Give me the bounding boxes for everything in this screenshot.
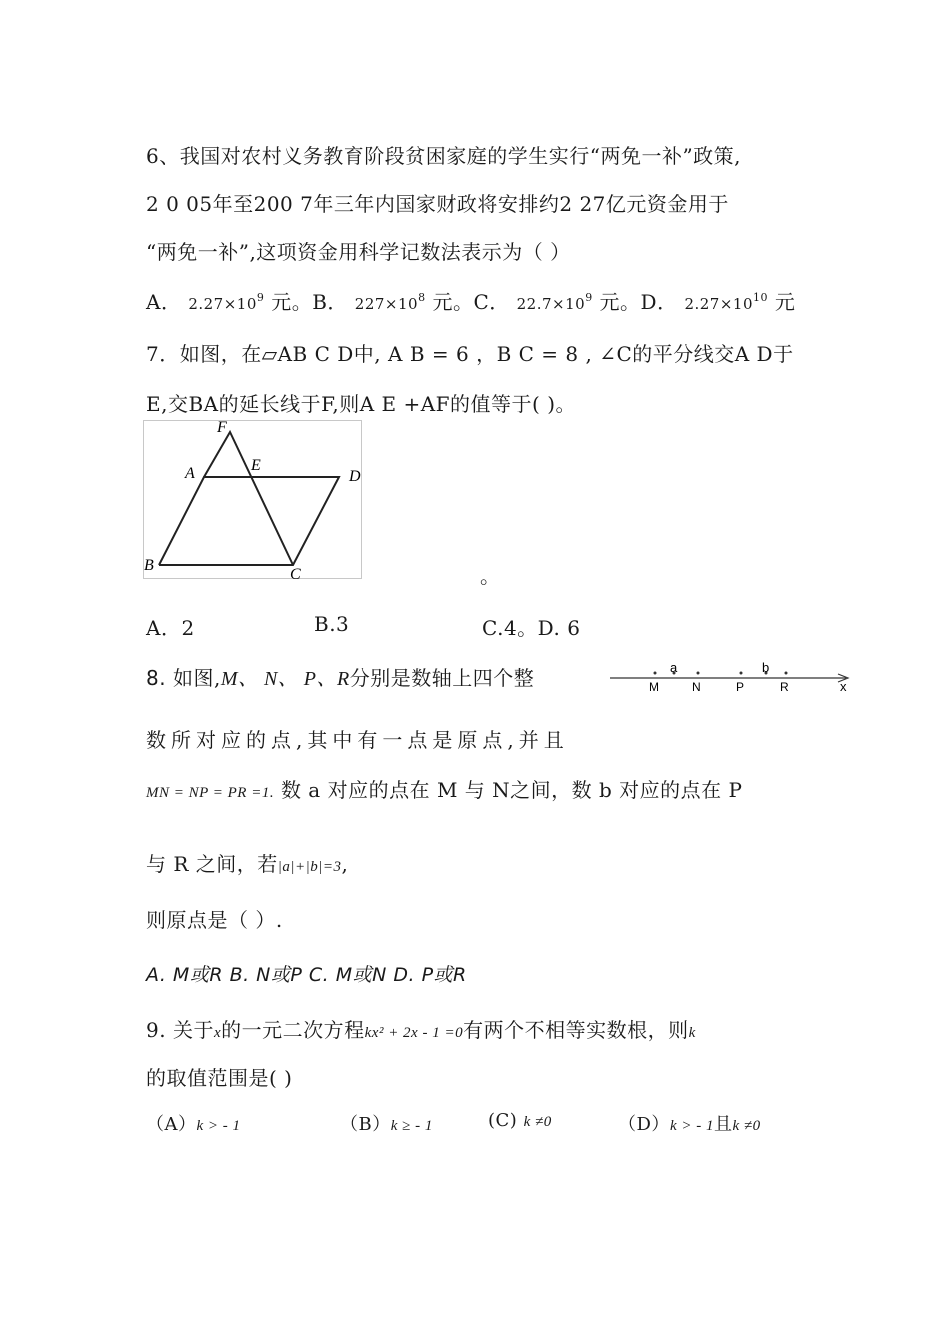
- q7-option-a: A．2: [146, 616, 195, 640]
- label-b: b: [762, 660, 770, 675]
- q9-line-1-b: 的一元二次方程: [221, 1018, 365, 1042]
- q8-line-4-tail: ,: [341, 852, 349, 876]
- q8-line-1-vars: M、 N、 P、R: [220, 668, 350, 690]
- q9-option-a: k > - 1: [196, 1118, 241, 1134]
- q6-option-d-value: $2.27\times 10^{10}$: [684, 291, 769, 313]
- q9-option-c-wrap: [488, 1110, 552, 1131]
- q8-line-1-text: 如图,: [172, 666, 221, 690]
- q6-option-c-value: $22.7\times 10^9$: [516, 291, 593, 313]
- label-n: N: [692, 680, 701, 694]
- q9-option-d-tail: k ≠0: [732, 1118, 761, 1134]
- q7-line-1: 7．如图，在▱AB C D中, A B = 6 ，B C = 8 , ∠C的平分线交A D于: [146, 342, 794, 366]
- q6-option-a-label: A．: [146, 290, 182, 314]
- q9-line-2: 的取值范围是( ): [146, 1066, 293, 1090]
- q9-option-d: k > - 1: [669, 1118, 714, 1134]
- q9-option-b: k ≥ - 1: [390, 1118, 433, 1134]
- q7-line-2: E,交BA的延长线于F,则A E +AF的值等于( )。: [146, 392, 577, 416]
- q7-option-cd: C.4。D. 6: [482, 616, 581, 640]
- q6-line-3: “两免一补”,这项资金用科学记数法表示为（ ）: [146, 240, 571, 264]
- q6-option-d-tail: 元: [774, 290, 796, 314]
- q6-option-a-value: $2.27\times 10^9$: [188, 291, 265, 313]
- q9-option-a-label: （A）: [146, 1114, 197, 1135]
- label-p: P: [736, 680, 745, 694]
- number-line: [608, 656, 858, 696]
- q6-option-b-value: $227\times 10^8$: [354, 291, 426, 313]
- q9-option-c: k ≠0: [523, 1114, 552, 1130]
- label-f: F: [217, 420, 227, 436]
- q8-line-5: 则原点是（ ）.: [146, 908, 283, 932]
- label-c: C: [290, 566, 301, 582]
- q9-line-1: [146, 1014, 696, 1043]
- q9-var-x: x: [213, 1025, 222, 1041]
- label-e: E: [251, 457, 261, 474]
- q9-line-1-a: 9. 关于: [146, 1018, 214, 1042]
- point-p: [740, 672, 743, 675]
- q7-option-b: B.3: [314, 612, 350, 636]
- q8-number: 8.: [146, 666, 167, 690]
- q8-line-3: [146, 774, 742, 803]
- q8-condition: MN = NP = PR =1.: [146, 785, 275, 801]
- q9-var-k: k: [688, 1025, 696, 1041]
- q9-option-c-label: (C): [488, 1110, 518, 1131]
- q6-options: [146, 286, 795, 315]
- q8-line-3-tail: 数 a 对应的点在 M 与 N之间，数 b 对应的点在 P: [280, 778, 743, 802]
- q8-line-1: [146, 662, 534, 691]
- label-m: M: [649, 680, 659, 694]
- q9-option-d-label: （D）: [618, 1114, 670, 1135]
- q6-option-c-tail: 元。D．: [599, 290, 678, 314]
- parallelogram-figure: [143, 420, 365, 582]
- q7-figure-mark: 。: [480, 564, 501, 588]
- point-r: [785, 672, 788, 675]
- q6-option-a-tail: 元。B．: [271, 290, 348, 314]
- q9-equation: kx² + 2x - 1 =0: [364, 1025, 464, 1041]
- q8-line-4: [146, 848, 348, 877]
- q8-abs-condition: |a|+|b|=3: [277, 859, 342, 875]
- point-m: [654, 672, 657, 675]
- q8-line-2: 数所对应的点,其中有一点是原点,并且: [146, 728, 569, 752]
- figure-frame: [144, 421, 362, 579]
- point-n: [697, 672, 700, 675]
- q9-option-b-label: （B）: [340, 1114, 391, 1135]
- q8-line-1-tail: 分别是数轴上四个整: [349, 666, 535, 690]
- label-b: B: [144, 557, 154, 574]
- q8-options: A. M或R B. N或P C. M或N D. P或R: [146, 964, 467, 986]
- q6-option-b-tail: 元。C．: [432, 290, 510, 314]
- q6-line-1: 6、我国对农村义务教育阶段贫困家庭的学生实行“两免一补”政策,: [146, 144, 742, 168]
- q6-line-2: 2 0 05年至200 7年三年内国家财政将安排约2 27亿元资金用于: [146, 192, 729, 216]
- q9-option-b-wrap: [340, 1110, 433, 1136]
- q9-option-d-wrap: [618, 1110, 761, 1136]
- label-a: A: [185, 465, 195, 482]
- q8-line-4-text: 与 R 之间，若: [146, 852, 278, 876]
- label-x: x: [840, 679, 847, 694]
- label-a: a: [670, 660, 678, 675]
- q9-options: [146, 1110, 241, 1136]
- q9-option-d-mid: 且: [713, 1114, 733, 1135]
- label-d: D: [349, 468, 361, 485]
- q9-line-1-c: 有两个不相等实数根，则: [463, 1018, 689, 1042]
- label-r: R: [780, 680, 789, 694]
